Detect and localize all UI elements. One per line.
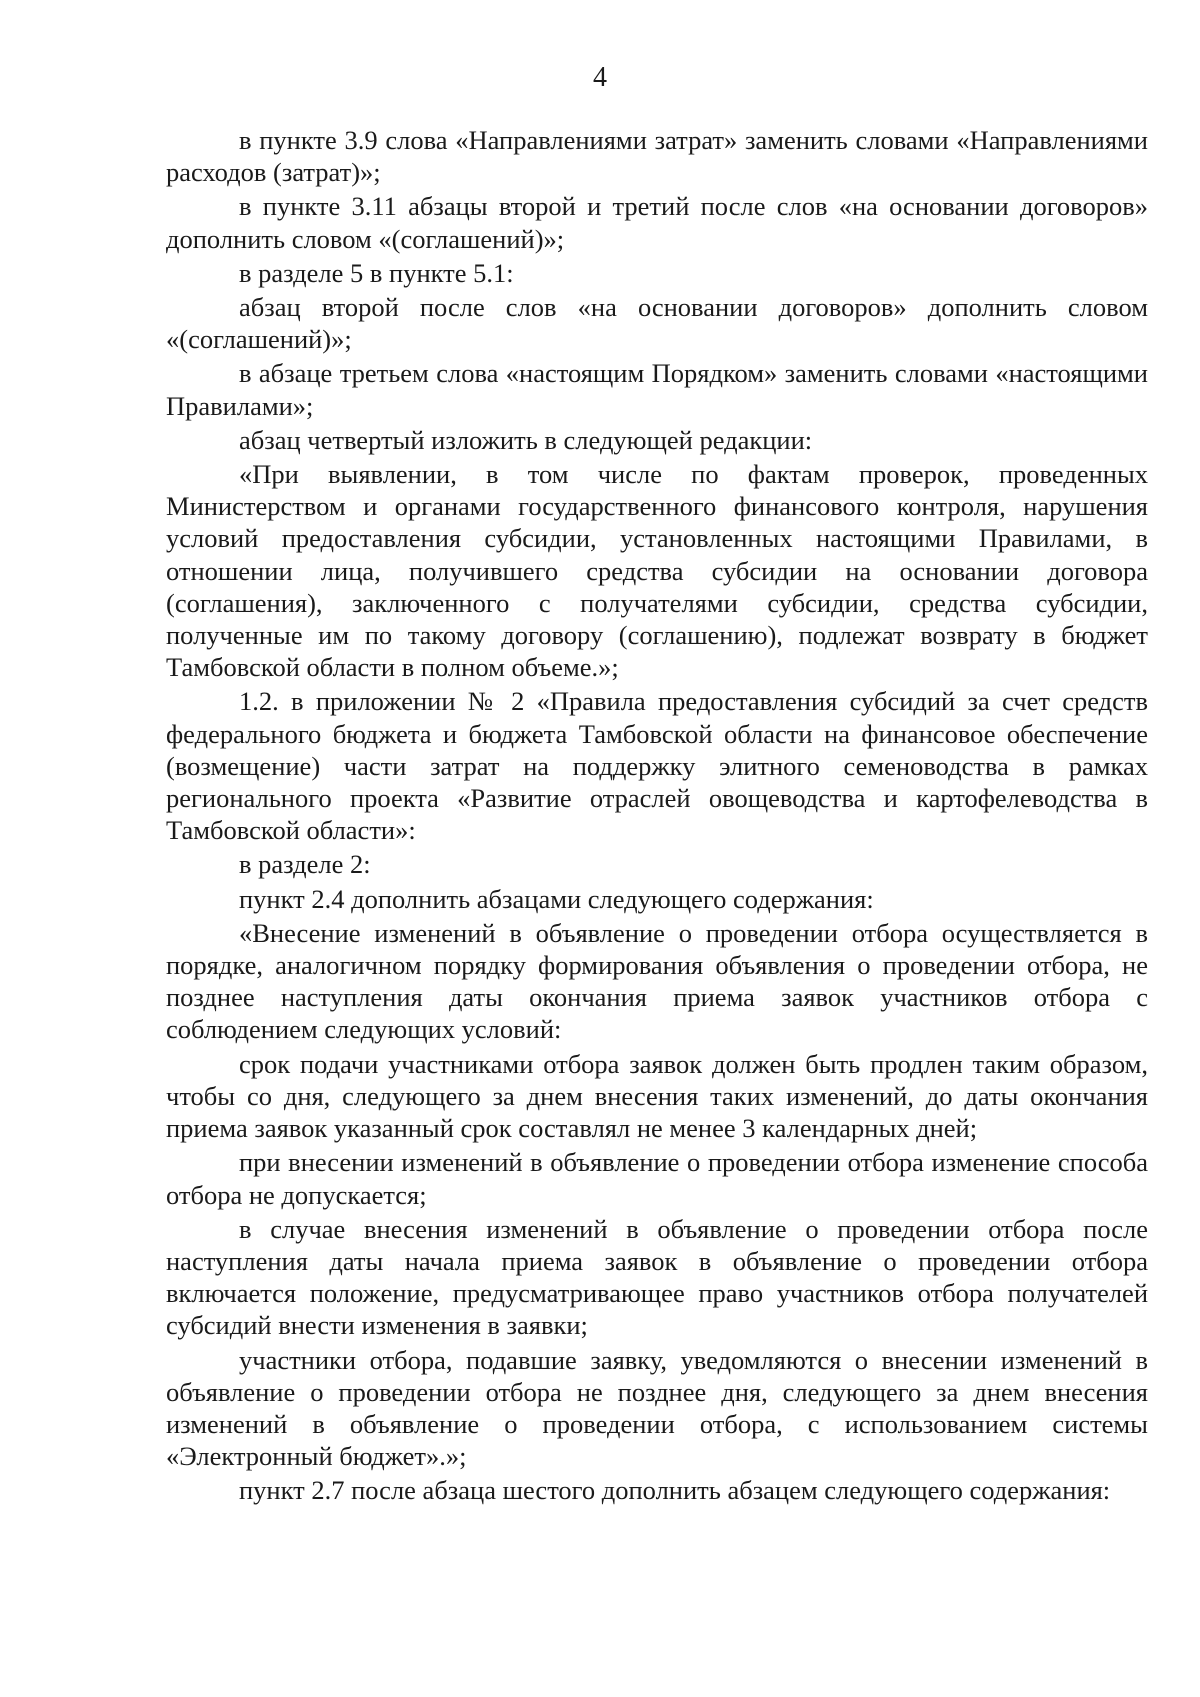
- paragraph-10: пункт 2.4 дополнить абзацами следующего содержания:: [239, 883, 874, 914]
- paragraph-15: участники отбора, подавшие заявку, уведомляются о внесении изменений в объявление о проведении отбора не позднее дня, следующего за днем внесения изменений в объявление о проведении отбора, с использованием системы «Электронный бюджет».»;: [166, 1344, 1148, 1472]
- paragraph-6: абзац четвертый изложить в следующей редакции:: [239, 424, 813, 455]
- paragraph-4: абзац второй после слов «на основании договоров» дополнить словом «(соглашений)»;: [166, 292, 1148, 355]
- paragraph-16: пункт 2.7 после абзаца шестого дополнить абзацем следующего содержания:: [239, 1475, 1111, 1506]
- paragraph-11: «Внесение изменений в объявление о проведении отбора осуществляется в порядке, аналогичном порядку формирования объявления о проведении отбора, не позднее наступления даты окончания приема заявок участников отбора с соблюдением следующих условий:: [166, 917, 1148, 1045]
- paragraph-9: в разделе 2:: [239, 849, 371, 880]
- paragraph-13: при внесении изменений в объявление о проведении отбора изменение способа отбора не допускается;: [166, 1147, 1148, 1210]
- page-number: 4: [593, 62, 607, 93]
- paragraph-14: в случае внесения изменений в объявление о проведении отбора после наступления даты начала приема заявок в объявление о проведении отбора включается положение, предусматривающее право участников отбора получателей субсидий внести изменения в заявки;: [166, 1213, 1148, 1341]
- paragraph-3: в разделе 5 в пункте 5.1:: [239, 257, 514, 288]
- paragraph-8: 1.2. в приложении № 2 «Правила предоставления субсидий за счет средств федерального бюджета и бюджета Тамбовской области на финансовое обеспечение (возмещение) части затрат на поддержку элитного семеноводства в рамках регионального проекта «Развитие отраслей овощеводства и картофелеводства в Тамбовской области»:: [166, 686, 1148, 846]
- document-body: [166, 124, 1148, 1507]
- paragraph-2: в пункте 3.11 абзацы второй и третий после слов «на основании договоров» дополнить словом «(соглашений)»;: [166, 191, 1148, 254]
- paragraph-7: «При выявлении, в том числе по фактам проверок, проведенных Министерством и органами государственного финансового контроля, нарушения условий предоставления субсидии, установленных настоящими Правилами, в отношении лица, получившего средства субсидии на основании договора (соглашения), заключенного с получателями субсидии, средства субсидии, полученные им по такому договору (соглашению), подлежат возврату в бюджет Тамбовской области в полном объеме.»;: [166, 459, 1148, 683]
- paragraph-1: в пункте 3.9 слова «Направлениями затрат» заменить словами «Направлениями расходов (затрат)»;: [166, 125, 1148, 188]
- paragraph-5: в абзаце третьем слова «настоящим Порядком» заменить словами «настоящими Правилами»;: [166, 358, 1148, 421]
- paragraph-12: срок подачи участниками отбора заявок должен быть продлен таким образом, чтобы со дня, следующего за днем внесения таких изменений, до даты окончания приема заявок указанный срок составлял не менее 3 календарных дней;: [166, 1048, 1148, 1144]
